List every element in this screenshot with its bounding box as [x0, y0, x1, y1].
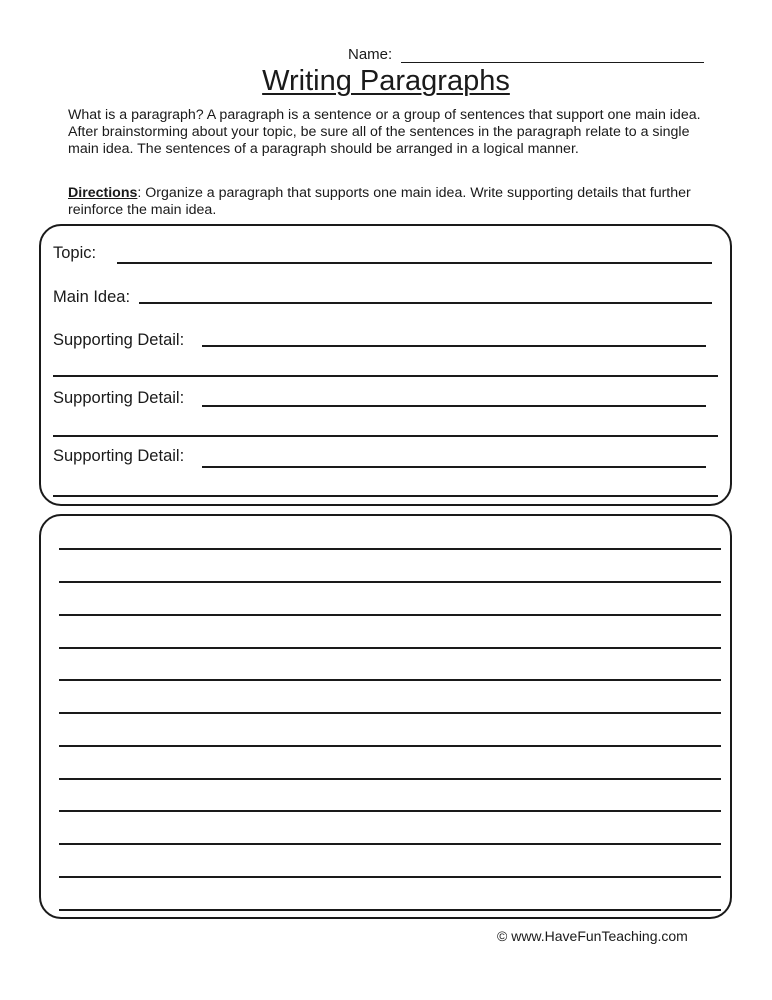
supporting-detail-1-write-line[interactable]	[202, 345, 706, 347]
writing-line[interactable]	[59, 778, 721, 780]
main-idea-write-line[interactable]	[139, 302, 712, 304]
copyright-footer: © www.HaveFunTeaching.com	[497, 928, 688, 944]
writing-line[interactable]	[59, 843, 721, 845]
writing-line[interactable]	[59, 581, 721, 583]
supporting-detail-3-write-line[interactable]	[202, 466, 706, 468]
writing-line[interactable]	[59, 548, 721, 550]
paragraph-organizer-box	[39, 224, 732, 506]
writing-line[interactable]	[59, 647, 721, 649]
directions-label: Directions	[68, 185, 138, 201]
paragraph-writing-box	[39, 514, 732, 919]
supporting-detail-1-write-line-2[interactable]	[53, 375, 718, 377]
supporting-detail-3-label: Supporting Detail:	[53, 447, 185, 465]
supporting-detail-3-write-line-2[interactable]	[53, 495, 718, 497]
directions-paragraph	[68, 185, 708, 219]
writing-line[interactable]	[59, 712, 721, 714]
main-idea-label: Main Idea:	[53, 288, 131, 306]
writing-line[interactable]	[59, 614, 721, 616]
writing-line[interactable]	[59, 745, 721, 747]
writing-line[interactable]	[59, 876, 721, 878]
name-label: Name:	[348, 46, 393, 63]
intro-paragraph: What is a paragraph? A paragraph is a sentence or a group of sentences that support one main idea. After brainstorming about your topic, be sure all of the sentences in the paragraph relate to a single main idea. The sentences of a paragraph should be arranged in a logical manner.	[68, 107, 701, 157]
writing-line[interactable]	[59, 810, 721, 812]
supporting-detail-2-write-line-2[interactable]	[53, 435, 718, 437]
supporting-detail-1-label: Supporting Detail:	[53, 331, 185, 349]
writing-line[interactable]	[59, 679, 721, 681]
page-title: Writing Paragraphs	[262, 65, 510, 97]
directions-text: : Organize a paragraph that supports one main idea. Write supporting details that further reinforce the main idea.	[68, 185, 691, 218]
writing-line[interactable]	[59, 909, 721, 911]
name-write-line[interactable]	[401, 62, 704, 63]
topic-write-line[interactable]	[117, 262, 712, 264]
supporting-detail-2-label: Supporting Detail:	[53, 389, 185, 407]
supporting-detail-2-write-line[interactable]	[202, 405, 706, 407]
topic-label: Topic:	[53, 244, 97, 262]
